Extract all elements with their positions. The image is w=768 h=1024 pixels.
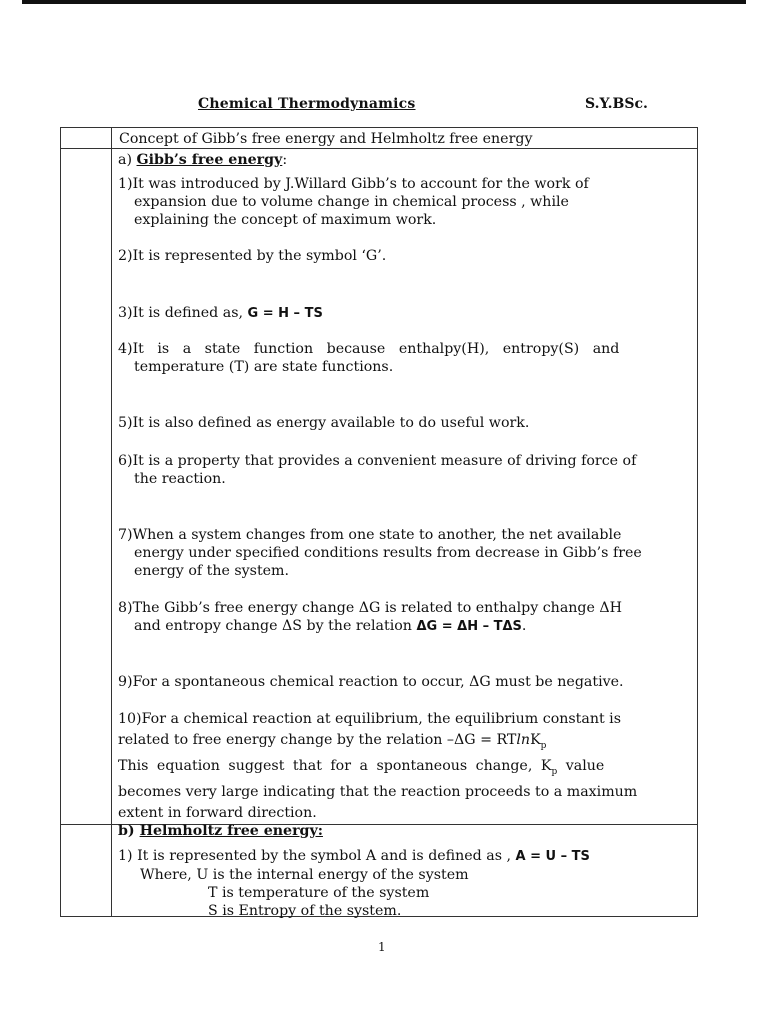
- item-text: It is represented by the symbol ‘G’.: [132, 248, 387, 264]
- gibbs-relation-formula: ΔG = ΔH – TΔS: [416, 619, 522, 634]
- item-number: 3): [118, 305, 133, 321]
- item-number: 9): [118, 674, 133, 690]
- list-item: [118, 452, 690, 488]
- section-a-heading: [118, 151, 287, 169]
- content-table: [60, 127, 698, 917]
- list-item: [118, 247, 690, 265]
- section-a-title: Gibb’s free energy: [136, 152, 283, 168]
- item-text: .: [521, 618, 527, 634]
- gibbs-formula: G = H – TS: [247, 306, 323, 321]
- section-b-prefix: b): [118, 823, 140, 839]
- item-text: It is defined as,: [132, 305, 248, 321]
- table-row-divider: [61, 148, 697, 149]
- item-text: When a system changes from one state to another, the net available: [132, 527, 622, 543]
- helmholtz-formula: A = U – TS: [515, 849, 590, 864]
- item-text: the reaction.: [134, 471, 226, 487]
- list-item: [118, 414, 690, 432]
- item-number: 5): [118, 415, 133, 431]
- item-text: p: [540, 740, 547, 751]
- item-text: It was introduced by J.Willard Gibb’s to account for the work of: [132, 176, 589, 192]
- item-text: extent in forward direction.: [118, 804, 317, 821]
- list-item: [118, 175, 690, 229]
- item-text: related to free energy change by the relation –ΔG = RT: [118, 731, 517, 748]
- item-text: K: [530, 731, 541, 748]
- section-a-suffix: :: [282, 152, 288, 168]
- item-text: It is also defined as energy available to do useful work.: [132, 415, 530, 431]
- item-number: 7): [118, 527, 133, 543]
- section-a-prefix: a): [118, 152, 137, 168]
- item-text: 10)For a chemical reaction at equilibrium, the equilibrium constant is: [118, 711, 622, 727]
- item-text: energy of the system.: [134, 563, 290, 579]
- item-text: energy under specified conditions results from decrease in Gibb’s free: [134, 545, 642, 561]
- item-number: 6): [118, 453, 133, 469]
- item-text: The Gibb’s free energy change ΔG is related to enthalpy change ΔH: [132, 600, 623, 616]
- helmholtz-definition: [118, 847, 690, 920]
- item-text: explaining the concept of maximum work.: [134, 212, 437, 228]
- item-text: ln: [516, 731, 531, 748]
- item-text: temperature (T) are state functions.: [134, 359, 394, 375]
- item-text: p: [551, 766, 558, 777]
- item-text: It is a property that provides a convenient measure of driving force of: [132, 453, 637, 469]
- item-text: S is Entropy of the system.: [208, 903, 402, 919]
- list-item: [118, 340, 690, 376]
- item-text: T is temperature of the system: [208, 885, 430, 901]
- item-text: 1) It is represented by the symbol A and is defined as ,: [118, 848, 516, 864]
- table-column-divider: [111, 128, 112, 916]
- item-number: 8): [118, 600, 133, 616]
- item-text: It is a state function because enthalpy(H), entropy(S) and: [132, 341, 620, 357]
- item-text: value: [557, 757, 605, 774]
- item-text: This equation suggest that for a spontaneous change, K: [118, 757, 552, 774]
- item-text: expansion due to volume change in chemical process , while: [134, 194, 569, 210]
- section-b-title: Helmholtz free energy:: [139, 823, 323, 839]
- item-number: 1): [118, 176, 133, 192]
- item-text: Where, U is the internal energy of the system: [140, 867, 469, 883]
- list-item: [118, 709, 690, 823]
- document-title: Chemical Thermodynamics: [198, 96, 416, 112]
- page-number: 1: [378, 940, 386, 954]
- list-item: [118, 526, 690, 580]
- table-heading: Concept of Gibb’s free energy and Helmholtz free energy: [119, 131, 533, 147]
- top-border-rule: [22, 0, 746, 4]
- list-item: [118, 599, 690, 636]
- class-label: S.Y.BSc.: [585, 96, 648, 112]
- item-text: For a spontaneous chemical reaction to occur, ΔG must be negative.: [132, 674, 624, 690]
- item-text: becomes very large indicating that the reaction proceeds to a maximum: [118, 784, 638, 801]
- item-number: 4): [118, 341, 133, 357]
- list-item: [118, 673, 690, 691]
- item-text: and entropy change ΔS by the relation: [134, 618, 417, 634]
- section-b-heading: [118, 822, 323, 840]
- list-item: [118, 304, 690, 323]
- item-number: 2): [118, 248, 133, 264]
